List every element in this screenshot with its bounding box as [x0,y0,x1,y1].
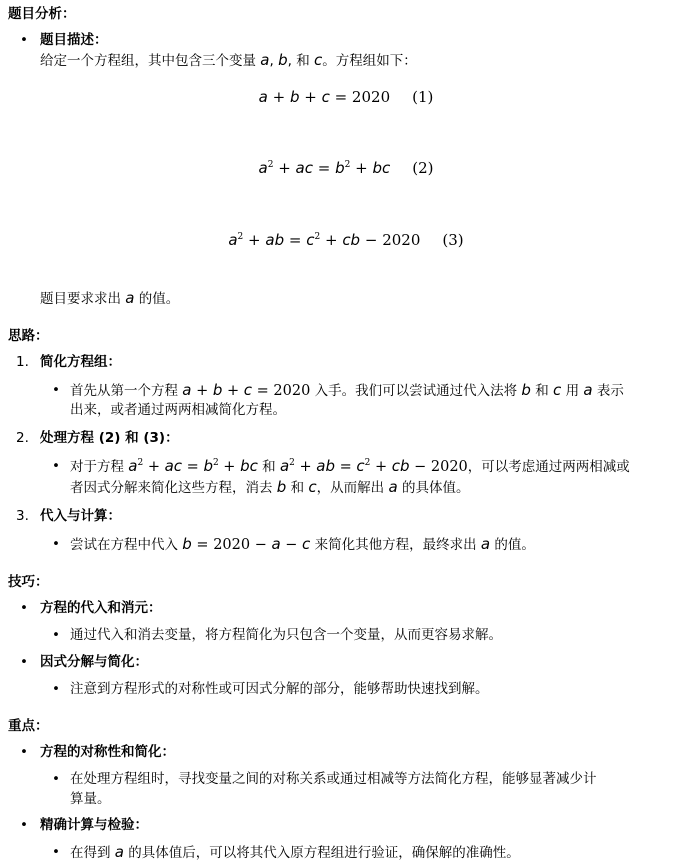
bullet: • [20,817,28,833]
tip-title: 因式分解与简化： [40,654,148,670]
bullet: • [20,654,28,670]
section-heading-keys: 重点： [8,718,49,734]
description-text: 给定一个方程组，其中包含三个变量 a, b, 和 c。方程组如下： [40,51,417,69]
step-text: 首先从第一个方程 a + b + c = 2020 入手。我们可以尝试通过代入法将 b 和 c 用 a 表示 [70,381,624,399]
section-heading-analysis: 题目分析： [8,6,76,22]
step-title: 简化方程组： [40,354,121,370]
step-number: 1. [16,354,29,370]
goal-text: 题目要求求出 a 的值。 [40,289,180,307]
bullet: • [52,382,60,398]
step-text-cont: 出来，或者通过两两相减简化方程。 [70,402,286,418]
tip-text: 通过代入和消去变量，将方程简化为只包含一个变量，从而更容易求解。 [70,627,502,643]
bullet: • [52,681,60,697]
key-text: 在处理方程组时，寻找变量之间的对称关系或通过相减等方法简化方程，能够显著减少计 [70,771,597,787]
step-text: 对于方程 $a^2$ + ac = $b^2$ + bc 和 $a^2$ + ab = $c^2$ + cb − 2020，可以考虑通过两两相减或 [70,457,630,475]
step-number: 3. [16,508,29,524]
equation-1: a + b + c = 2020 (1) [258,88,434,106]
key-text: 在得到 a 的具体值后，可以将其代入原方程组进行验证，确保解的准确性。 [70,843,520,861]
section-heading-idea: 思路： [8,328,49,344]
step-title: 代入与计算： [40,508,121,524]
key-title: 精确计算与检验： [40,817,148,833]
bullet: • [52,536,60,552]
bullet: • [20,600,28,616]
step-title: 处理方程 (2) 和 (3)： [40,430,179,446]
key-text-cont: 算量。 [70,791,111,807]
bullet: • [20,744,28,760]
section-heading-tips: 技巧： [8,574,49,590]
step-number: 2. [16,430,29,446]
bullet: • [52,458,60,474]
equation-3: $a^2$ + ab = $c^2$ + cb − 2020 (3) [228,231,464,249]
description-label: 题目描述： [40,32,108,48]
tip-title: 方程的代入和消元： [40,600,162,616]
tip-text: 注意到方程形式的对称性或可因式分解的部分，能够帮助快速找到解。 [70,681,489,697]
bullet: • [52,627,60,643]
equation-2: $a^2$ + ac = $b^2$ + bc (2) [258,159,434,177]
bullet: • [20,32,28,48]
bullet: • [52,771,60,787]
step-text-cont: 者因式分解来简化这些方程，消去 b 和 c，从而解出 a 的具体值。 [70,478,470,496]
key-title: 方程的对称性和简化： [40,744,175,760]
bullet: • [52,844,60,860]
step-text: 尝试在方程中代入 b = 2020 − a − c 来简化其他方程，最终求出 a 的值。 [70,535,535,553]
